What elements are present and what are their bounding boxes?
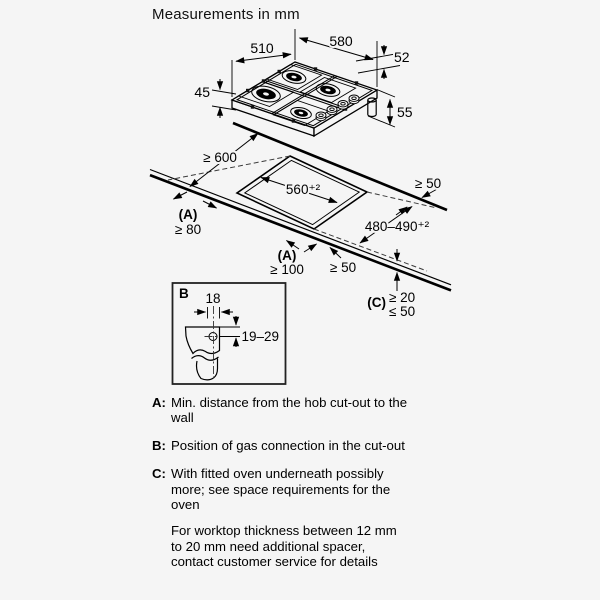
dim-55-label: 55 (397, 104, 413, 120)
page-title: Measurements in mm (152, 6, 300, 23)
dim-560-label: 560⁺² (285, 182, 321, 197)
legend-item-b (152, 438, 452, 453)
dim-18-label: 18 (205, 291, 221, 306)
legend-a-line1: Min. distance from the hob cut-out to the (171, 395, 408, 410)
note-line3: contact customer service for details (171, 554, 378, 570)
dim-20-min-label: ≥ 20 (389, 290, 416, 305)
knob (316, 112, 326, 121)
gas-connection-detail (173, 283, 286, 384)
legend-c-line1: With fitted oven underneath possibly (171, 466, 384, 482)
wall-line (233, 123, 447, 210)
legend-letter-a: A: (152, 395, 166, 410)
dim-600-label: ≥ 600 (203, 150, 237, 165)
legend-item-c (152, 466, 452, 512)
legend-item-a (152, 395, 452, 426)
knob (327, 106, 337, 115)
dim-a1-label: (A) (178, 207, 198, 222)
legend-c-line3: oven (171, 497, 200, 513)
dim-510-label: 510 (250, 40, 274, 56)
dim-50-rear-label: ≥ 50 (414, 176, 442, 191)
hob-drawing (232, 62, 377, 136)
legend-a-line2: wall (171, 410, 194, 426)
legend-text-b (171, 438, 405, 453)
legend (152, 395, 452, 570)
worktop-cross-section (186, 306, 223, 381)
dim-480-490-label: 480–490⁺² (364, 219, 430, 234)
note-line2: to 20 mm need additional spacer, (171, 538, 366, 554)
legend-letter-b: B: (152, 437, 166, 453)
note-line1: For worktop thickness between 12 mm (171, 523, 397, 539)
legend-letter-c: C: (152, 466, 166, 482)
dim-52-label: 52 (394, 49, 410, 65)
dim-100-label: ≥ 100 (270, 262, 304, 277)
knob (338, 101, 348, 110)
dim-19-29-label: 19–29 (241, 329, 280, 344)
detail-b-label: B (179, 286, 189, 301)
legend-text-a (171, 395, 407, 426)
legend-text-c (171, 466, 390, 512)
cutout-rear-extension-dashed (367, 192, 437, 208)
dim-50-max-label: ≤ 50 (389, 304, 416, 319)
dim-a2-label: (A) (277, 248, 297, 263)
knob (349, 95, 359, 104)
dim-45-label: 45 (194, 84, 210, 100)
legend-c-line2: more; see space requirements for the (171, 481, 391, 497)
dim-c-label: (C) (367, 295, 386, 310)
dim-80-label: ≥ 80 (174, 222, 202, 237)
legend-b-line1: Position of gas connection in the cut-out (171, 437, 405, 453)
dim-580-label: 580 (329, 33, 353, 49)
spacer-note (171, 523, 452, 569)
dim-50-front-label: ≥ 50 (329, 260, 357, 275)
